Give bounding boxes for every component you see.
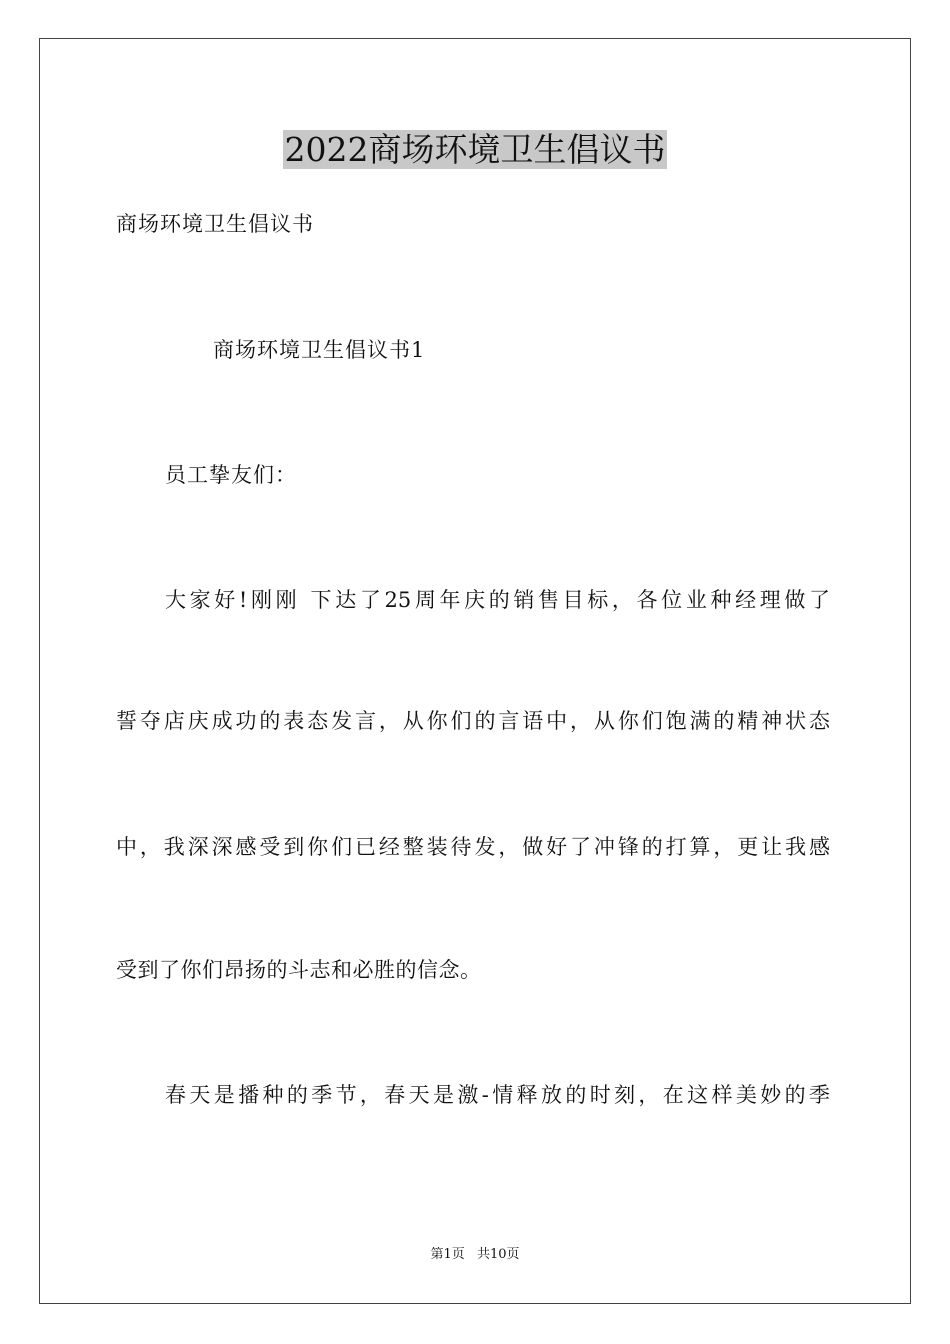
- body-line-3: 中，我深深感受到你们已经整装待发，做好了冲锋的打算，更让我感: [116, 835, 830, 859]
- body-line-5: 春天是播种的季节，春天是激-情释放的时刻，在这样美妙的季: [165, 1083, 830, 1107]
- body-line-1: 大家好!刚刚 下达了25周年庆的销售目标，各位业种经理做了: [165, 588, 830, 612]
- document-title: 2022商场环境卫生倡议书: [284, 130, 666, 169]
- document-subtitle: 商场环境卫生倡议书: [116, 212, 314, 236]
- section-heading: 商场环境卫生倡议书1: [213, 338, 426, 362]
- page-footer: [0, 1246, 950, 1264]
- body-line-4: 受到了你们昂扬的斗志和必胜的信念。: [116, 958, 482, 982]
- greeting-line: 员工挚友们：: [165, 463, 297, 487]
- page-number-total: 共10页: [476, 1247, 520, 1262]
- body-line-2: 誓夺店庆成功的表态发言，从你们的言语中，从你们饱满的精神状态: [116, 709, 830, 733]
- page-number-current: 第1页: [430, 1247, 465, 1262]
